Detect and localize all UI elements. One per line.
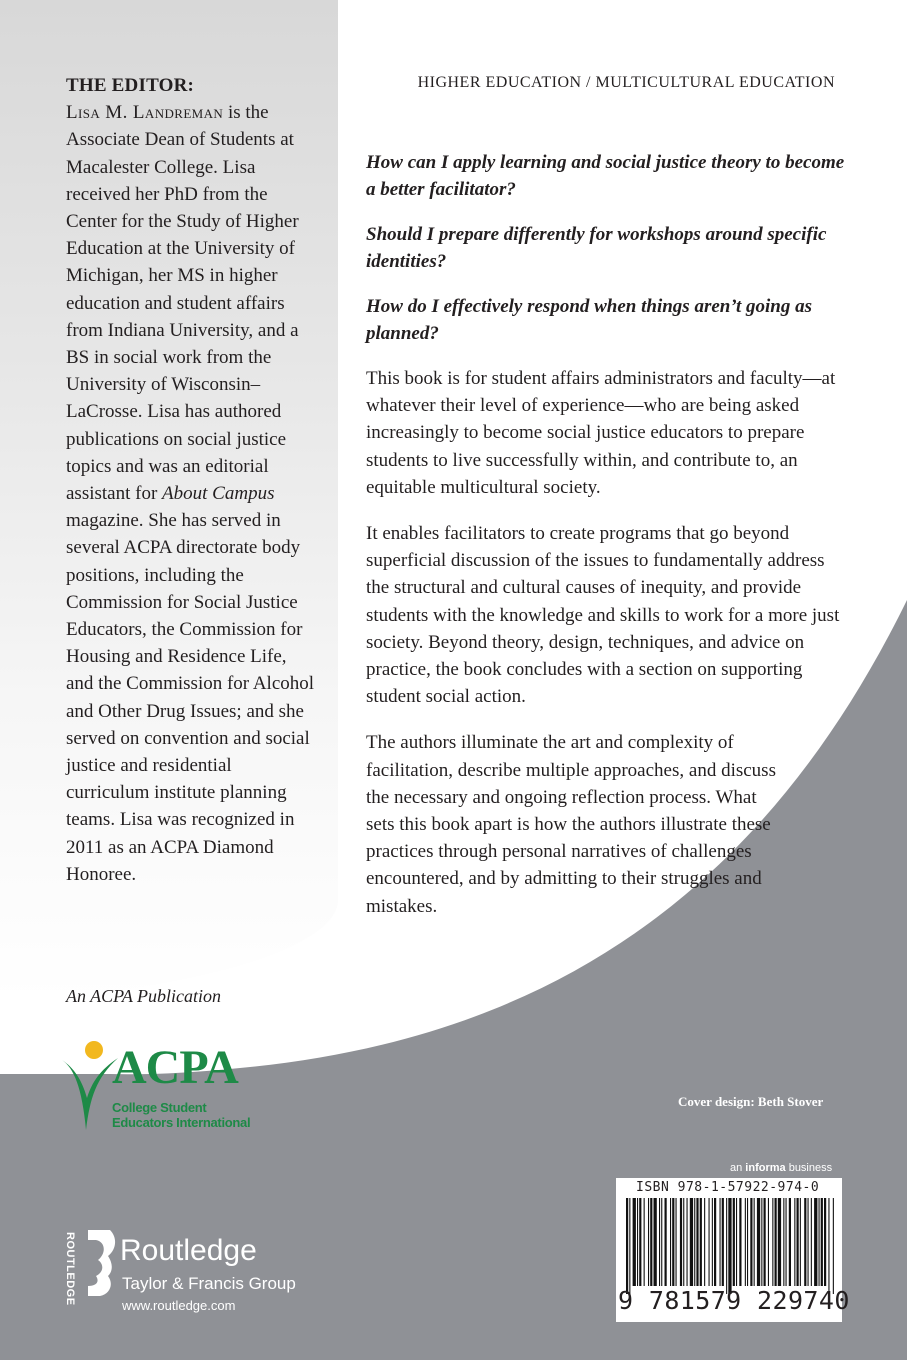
barcode-bar xyxy=(824,1198,826,1286)
barcode-bar xyxy=(687,1198,688,1286)
barcode-bar xyxy=(672,1198,674,1286)
editor-bio xyxy=(66,99,316,888)
description-section xyxy=(366,365,844,939)
editor-heading: THE EDITOR: xyxy=(66,75,195,96)
barcode-bar xyxy=(750,1198,752,1286)
barcode-bar xyxy=(745,1198,746,1286)
routledge-logo xyxy=(64,1228,324,1318)
barcode-bar xyxy=(665,1198,667,1286)
informa-prefix: an xyxy=(730,1162,746,1174)
publication-note: An ACPA Publication xyxy=(66,986,222,1006)
acpa-subtitle xyxy=(112,1100,250,1130)
barcode-bar xyxy=(811,1198,812,1286)
description-paragraph-3: The authors illuminate the art and complexity of facilitation, describe multiple approaches, and discuss the necessary and ongoing reflection process. What sets this book apart is how the authors illustrate these practices through personal narratives of challenges encountered, and by admitting to their struggles and mistakes. xyxy=(366,732,776,917)
barcode-bar xyxy=(696,1198,698,1286)
barcode-bar xyxy=(690,1198,693,1286)
cover-design-credit: Cover design: Beth Stover xyxy=(678,1094,824,1109)
question-3: How do I effectively respond when things aren’t going as planned? xyxy=(366,296,812,344)
barcode-bar xyxy=(804,1198,806,1286)
barcode-bar xyxy=(680,1198,682,1286)
barcode-bar xyxy=(694,1198,695,1286)
barcode xyxy=(616,1178,850,1322)
barcode-bar xyxy=(828,1198,829,1294)
editor-name: Lisa M. Landreman xyxy=(66,102,224,124)
barcode-bar xyxy=(700,1198,702,1286)
barcode-bar xyxy=(670,1198,671,1286)
publisher-group: Taylor & Francis Group xyxy=(122,1274,296,1293)
barcode-bar xyxy=(775,1198,777,1286)
barcode-bar xyxy=(772,1198,773,1286)
question-2: Should I prepare differently for workshops around specific identities? xyxy=(366,224,827,272)
question-1: How can I apply learning and social justice theory to become a better facilitator? xyxy=(366,152,845,200)
barcode-bar xyxy=(648,1198,649,1286)
barcode-bar xyxy=(754,1198,755,1286)
barcode-bar xyxy=(714,1198,716,1286)
barcode-bar xyxy=(819,1198,820,1286)
barcode-bar xyxy=(709,1198,710,1286)
editor-section xyxy=(66,72,316,888)
barcode-bar xyxy=(650,1198,652,1286)
magazine-title: About Campus xyxy=(162,483,275,505)
barcode-bar xyxy=(800,1198,801,1286)
barcode-bar xyxy=(808,1198,809,1286)
barcode-bar xyxy=(661,1198,662,1286)
barcode-bar xyxy=(654,1198,657,1286)
barcode-bar xyxy=(747,1198,748,1286)
questions-section xyxy=(366,150,846,366)
barcode-bar xyxy=(739,1198,741,1286)
barcode-bar xyxy=(633,1198,636,1286)
acpa-subtitle-line-1: College Student xyxy=(112,1100,207,1115)
barcode-bar xyxy=(659,1198,660,1286)
barcode-bar xyxy=(757,1198,760,1286)
category-label: HIGHER EDUCATION / MULTICULTURAL EDUCATION xyxy=(417,74,835,91)
barcode-bar xyxy=(637,1198,638,1286)
description-paragraph-2: It enables facilitators to create programs that go beyond superficial discussion of the issues to fundamentally address the structural and cultural causes of inequity, and provide students with the knowledge and skills to work for a more just society. Beyond theory, design, techniques, and advice on practice, the book concludes with a section on supporting student social action. xyxy=(366,523,840,708)
routledge-vertical-text: ROUTLEDGE xyxy=(64,1232,76,1306)
barcode-bar xyxy=(736,1198,737,1286)
barcode-bar xyxy=(761,1198,762,1286)
description-paragraph-1: This book is for student affairs administrators and faculty—at whatever their level of experience—who are being asked increasingly to become social justice educators to prepare students to live successfully within, and contribute to, an equitable multicultural society. xyxy=(366,368,836,498)
barcode-bar xyxy=(683,1198,684,1286)
acpa-wordmark: ACPA xyxy=(112,1041,238,1094)
barcode-bar xyxy=(833,1198,834,1294)
barcode-digits: 9 781579 229740 xyxy=(618,1286,850,1315)
barcode-bar xyxy=(726,1198,727,1294)
barcode-bar xyxy=(720,1198,721,1286)
informa-brand: informa xyxy=(745,1162,786,1174)
barcode-bar xyxy=(814,1198,817,1286)
barcode-bars xyxy=(620,1198,840,1298)
barcode-bar xyxy=(821,1198,823,1286)
acpa-figure-icon xyxy=(60,1038,120,1134)
barcode-bar xyxy=(644,1198,645,1286)
informa-tagline xyxy=(730,1162,832,1174)
editor-bio-part-1: is the Associate Dean of Students at Macalester College. Lisa received her PhD from the Center for the Study of Higher Education at the University of Michigan, her MS in higher education and student affairs from Indiana University, and a BS in social work from the University of Wisconsin–LaCrosse. Lisa has authored publications on social justice topics and was an editorial assistant for xyxy=(66,102,299,505)
barcode-bar xyxy=(626,1198,628,1294)
barcode-bar xyxy=(764,1198,766,1286)
barcode-bar xyxy=(768,1198,769,1286)
acpa-subtitle-line-2: Educators International xyxy=(112,1115,251,1130)
publisher-url: www.routledge.com xyxy=(122,1298,236,1313)
editor-bio-part-2: magazine. She has served in several ACPA directorate body positions, including the Commission for Social Justice Educators, the Commission for Housing and Residence Life, and the Commission for Alcohol and Other Drug Issues; and she served on convention and social justice and residential curriculum institute planning teams. Lisa was recognized in 2011 as an ACPA Diamond Honoree. xyxy=(66,510,315,885)
barcode-bar xyxy=(789,1198,791,1286)
informa-suffix: business xyxy=(785,1162,833,1174)
barcode-bar xyxy=(676,1198,677,1286)
isbn-text: ISBN 978-1-57922-974-0 xyxy=(636,1180,820,1195)
routledge-profile-icon xyxy=(80,1228,120,1298)
routledge-wordmark: Routledge xyxy=(120,1234,257,1267)
barcode-bar xyxy=(786,1198,787,1286)
barcode-bar xyxy=(629,1198,630,1294)
barcode-bar xyxy=(783,1198,784,1286)
barcode-bar xyxy=(794,1198,795,1286)
barcode-bar xyxy=(778,1198,781,1286)
acpa-logo xyxy=(60,1038,260,1134)
barcode-bar xyxy=(639,1198,641,1286)
barcode-bar xyxy=(797,1198,799,1286)
barcode-bar xyxy=(733,1198,735,1286)
barcode-bar xyxy=(712,1198,713,1286)
barcode-bar xyxy=(722,1198,724,1286)
barcode-bar xyxy=(704,1198,705,1286)
barcode-bar xyxy=(728,1198,731,1294)
